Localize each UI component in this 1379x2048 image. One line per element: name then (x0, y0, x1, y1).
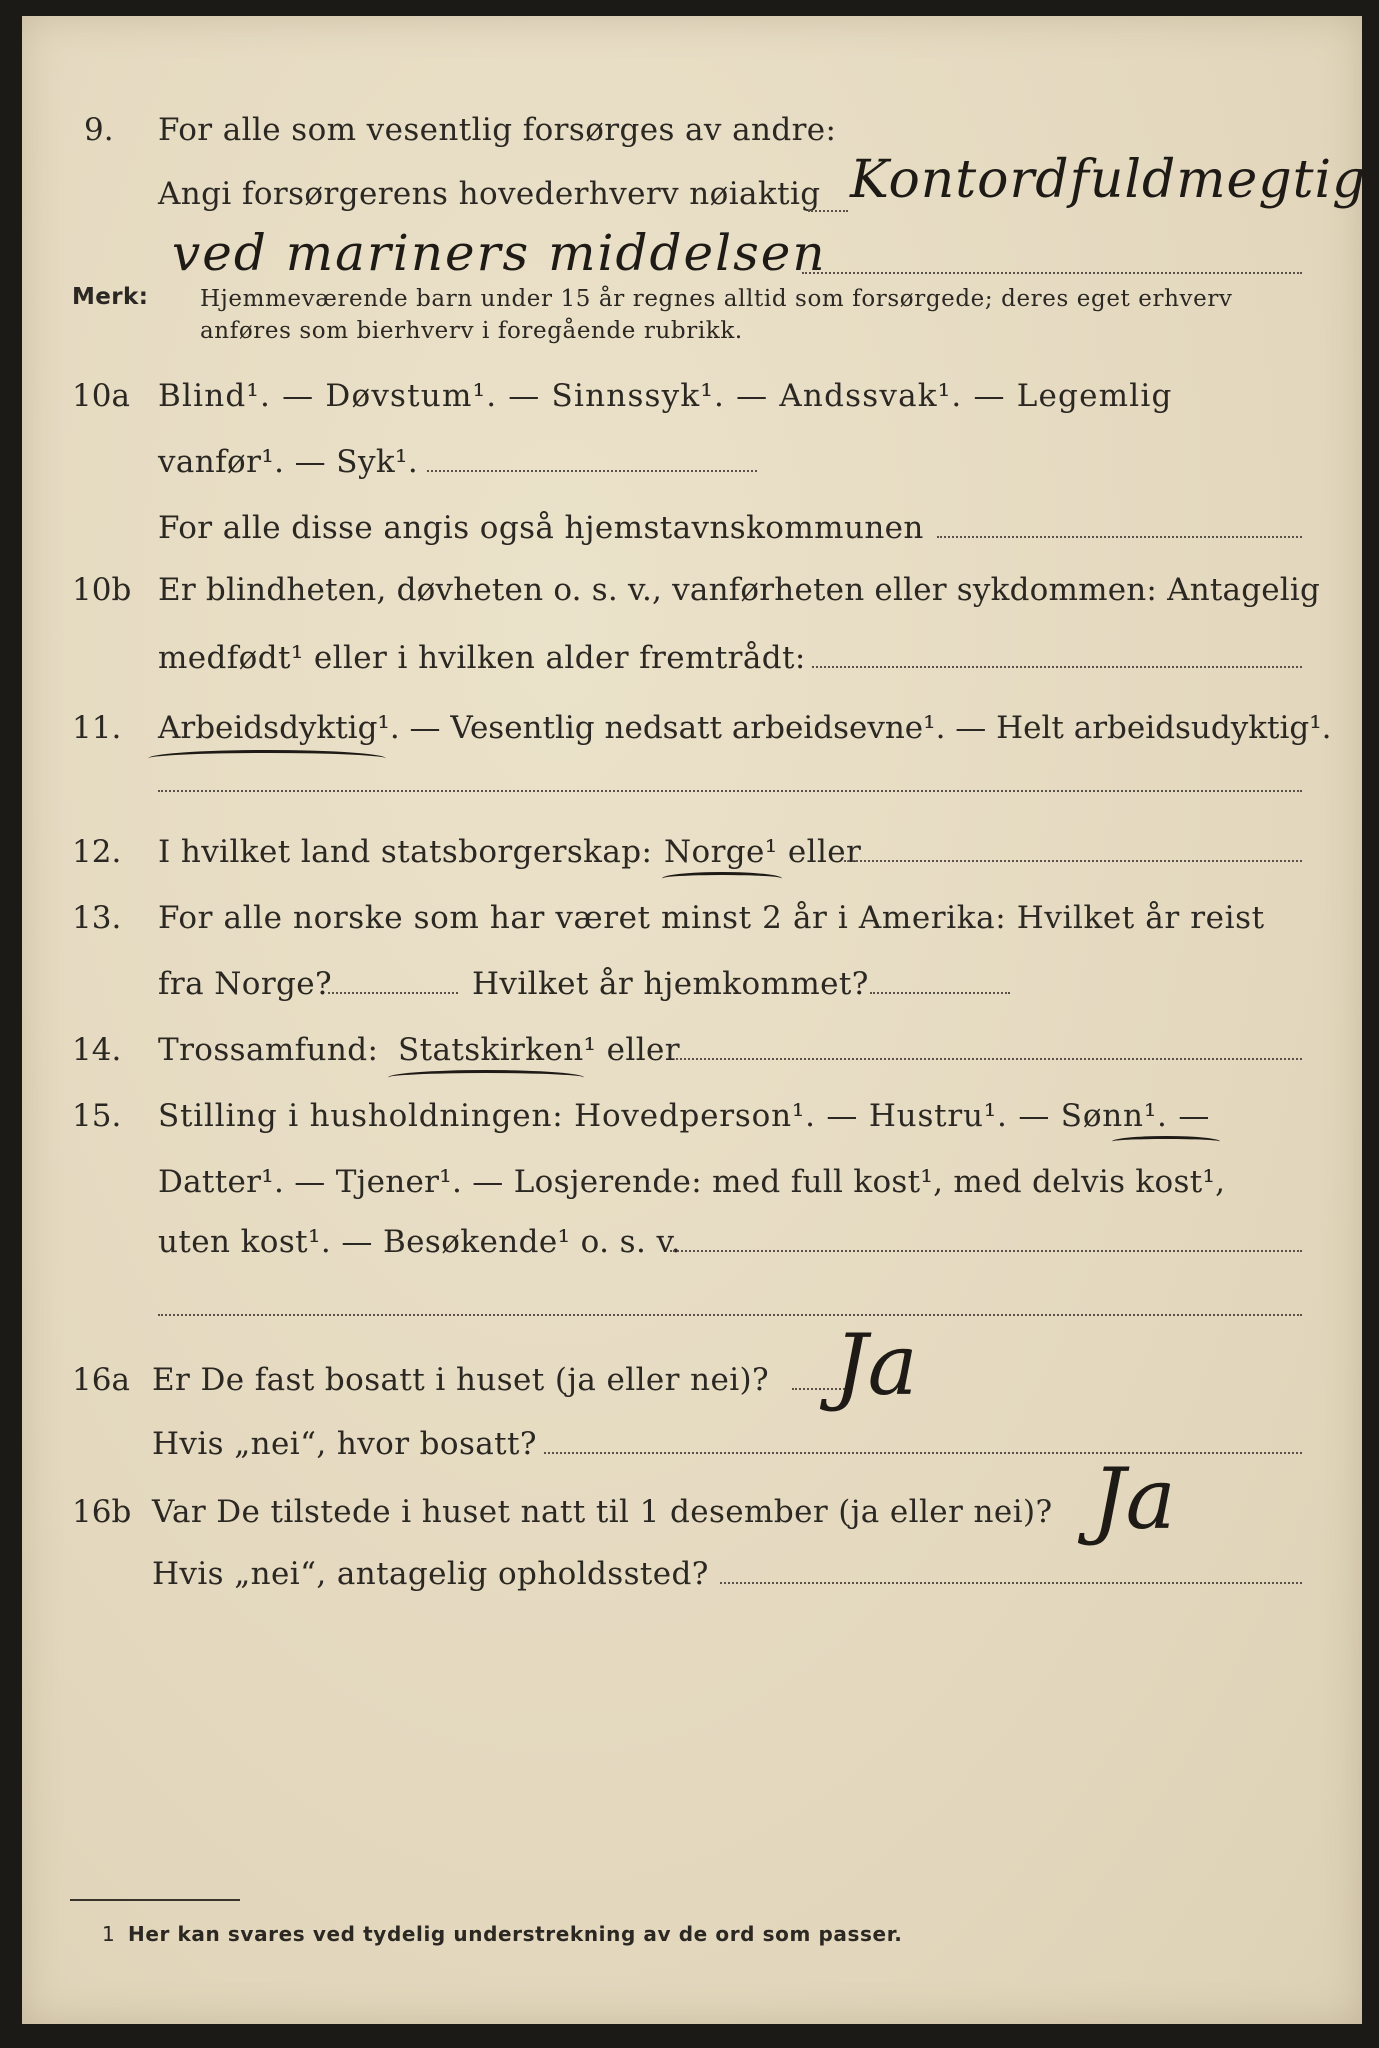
q10a-line1: Blind¹. — Døvstum¹. — Sinnssyk¹. — Andssvak¹. — Legemlig (158, 378, 1173, 414)
q13-line2b: Hvilket år hjemkommet? (472, 966, 869, 1002)
q15-number: 15. (72, 1098, 122, 1134)
q14-label: Trossamfund: (158, 1032, 379, 1068)
q13-line2a: fra Norge? (158, 966, 333, 1002)
q16a-line2: Hvis „nei“, hvor bosatt? (152, 1426, 537, 1462)
q16a-handwritten-answer: Ja (834, 1316, 918, 1414)
q11-dotted-line (158, 790, 1302, 792)
merk-line1: Hjemmeværende barn under 15 år regnes alltid som forsørgede; deres eget erhverv (200, 286, 1233, 312)
footnote-rule (70, 1899, 240, 1901)
q15-line1: Stilling i husholdningen: Hovedperson¹. — Hustru¹. — Sønn¹. — (158, 1098, 1211, 1134)
q15-line2: Datter¹. — Tjener¹. — Losjerende: med full kost¹, med delvis kost¹, (158, 1164, 1226, 1200)
q16b-number: 16b (72, 1494, 132, 1530)
q11-arbeidsdyktig-underline (148, 750, 386, 767)
q9-dotted-line (808, 210, 848, 212)
q9-dotted-line-2 (802, 272, 1302, 274)
q12-dotted-line (844, 860, 1302, 862)
q9-number: 9. (84, 112, 114, 148)
q12-norge-underline (662, 872, 782, 885)
q16b-handwritten-answer: Ja (1092, 1450, 1176, 1548)
q9-handwritten-answer1: Kontordfuldmegtig (850, 150, 1367, 210)
q12-line1: I hvilket land statsborgerskap: (158, 834, 653, 870)
q10b-number: 10b (72, 572, 132, 608)
q10a-dotted-line-kommune (937, 536, 1302, 538)
q16a-number: 16a (72, 1362, 130, 1398)
q9-line1: For alle som vesentlig forsørges av andre: (158, 112, 837, 148)
q16a-line1: Er De fast bosatt i huset (ja eller nei)? (152, 1362, 770, 1398)
census-form-page (22, 16, 1367, 2024)
q15-line3: uten kost¹. — Besøkende¹ o. s. v. (158, 1224, 681, 1260)
footnote-text: Her kan svares ved tydelig understrekning av de ord som passer. (128, 1922, 903, 1946)
q16b-line1: Var De tilstede i huset natt til 1 desember (ja eller nei)? (152, 1494, 1053, 1530)
q13-dotted-line-reist (328, 992, 458, 994)
q13-dotted-line-hjemkommet (870, 992, 1010, 994)
q15-dotted-line-2 (158, 1314, 1302, 1316)
q14-dotted-line (676, 1058, 1302, 1060)
q10a-dotted-line-syk (427, 470, 757, 472)
footnote-mark: 1 (102, 1922, 116, 1946)
q12-norge: Norge¹ eller (664, 834, 862, 870)
q12-number: 12. (72, 834, 122, 870)
q10b-dotted-line (812, 666, 1302, 668)
q13-line1: For alle norske som har været minst 2 år i Amerika: Hvilket år reist (158, 900, 1265, 936)
merk-line2: anføres som bierhverv i foregående rubrikk. (200, 318, 743, 344)
q16b-line2: Hvis „nei“, antagelig opholdssted? (152, 1556, 709, 1592)
q15-dotted-line (670, 1250, 1302, 1252)
q11-line1: Arbeidsdyktig¹. — Vesentlig nedsatt arbeidsevne¹. — Helt arbeidsudyktig¹. (158, 710, 1332, 746)
q14-number: 14. (72, 1032, 122, 1068)
q10a-line2: vanfør¹. — Syk¹. (158, 444, 419, 480)
q11-number: 11. (72, 710, 122, 746)
q10a-number: 10a (72, 378, 130, 414)
q14-value: Statskirken¹ eller (398, 1032, 680, 1068)
merk-label: Merk: (72, 284, 149, 310)
q10b-line2: medfødt¹ eller i hvilken alder fremtrådt: (158, 640, 806, 676)
q10b-line1: Er blindheten, døvheten o. s. v., vanførheten eller sykdommen: Antagelig (158, 572, 1321, 608)
q9-handwritten-answer2: ved mariners middelsen (172, 224, 827, 282)
q15-sonn-underline (1112, 1136, 1220, 1147)
q10a-line3: For alle disse angis også hjemstavnskommunen (158, 510, 924, 546)
q14-statskirken-underline (388, 1070, 584, 1085)
q16a-dotted-line-2 (544, 1452, 1302, 1454)
q16b-dotted-line (720, 1582, 1302, 1584)
q9-line2: Angi forsørgerens hovederhverv nøiaktig (158, 176, 821, 212)
q13-number: 13. (72, 900, 122, 936)
